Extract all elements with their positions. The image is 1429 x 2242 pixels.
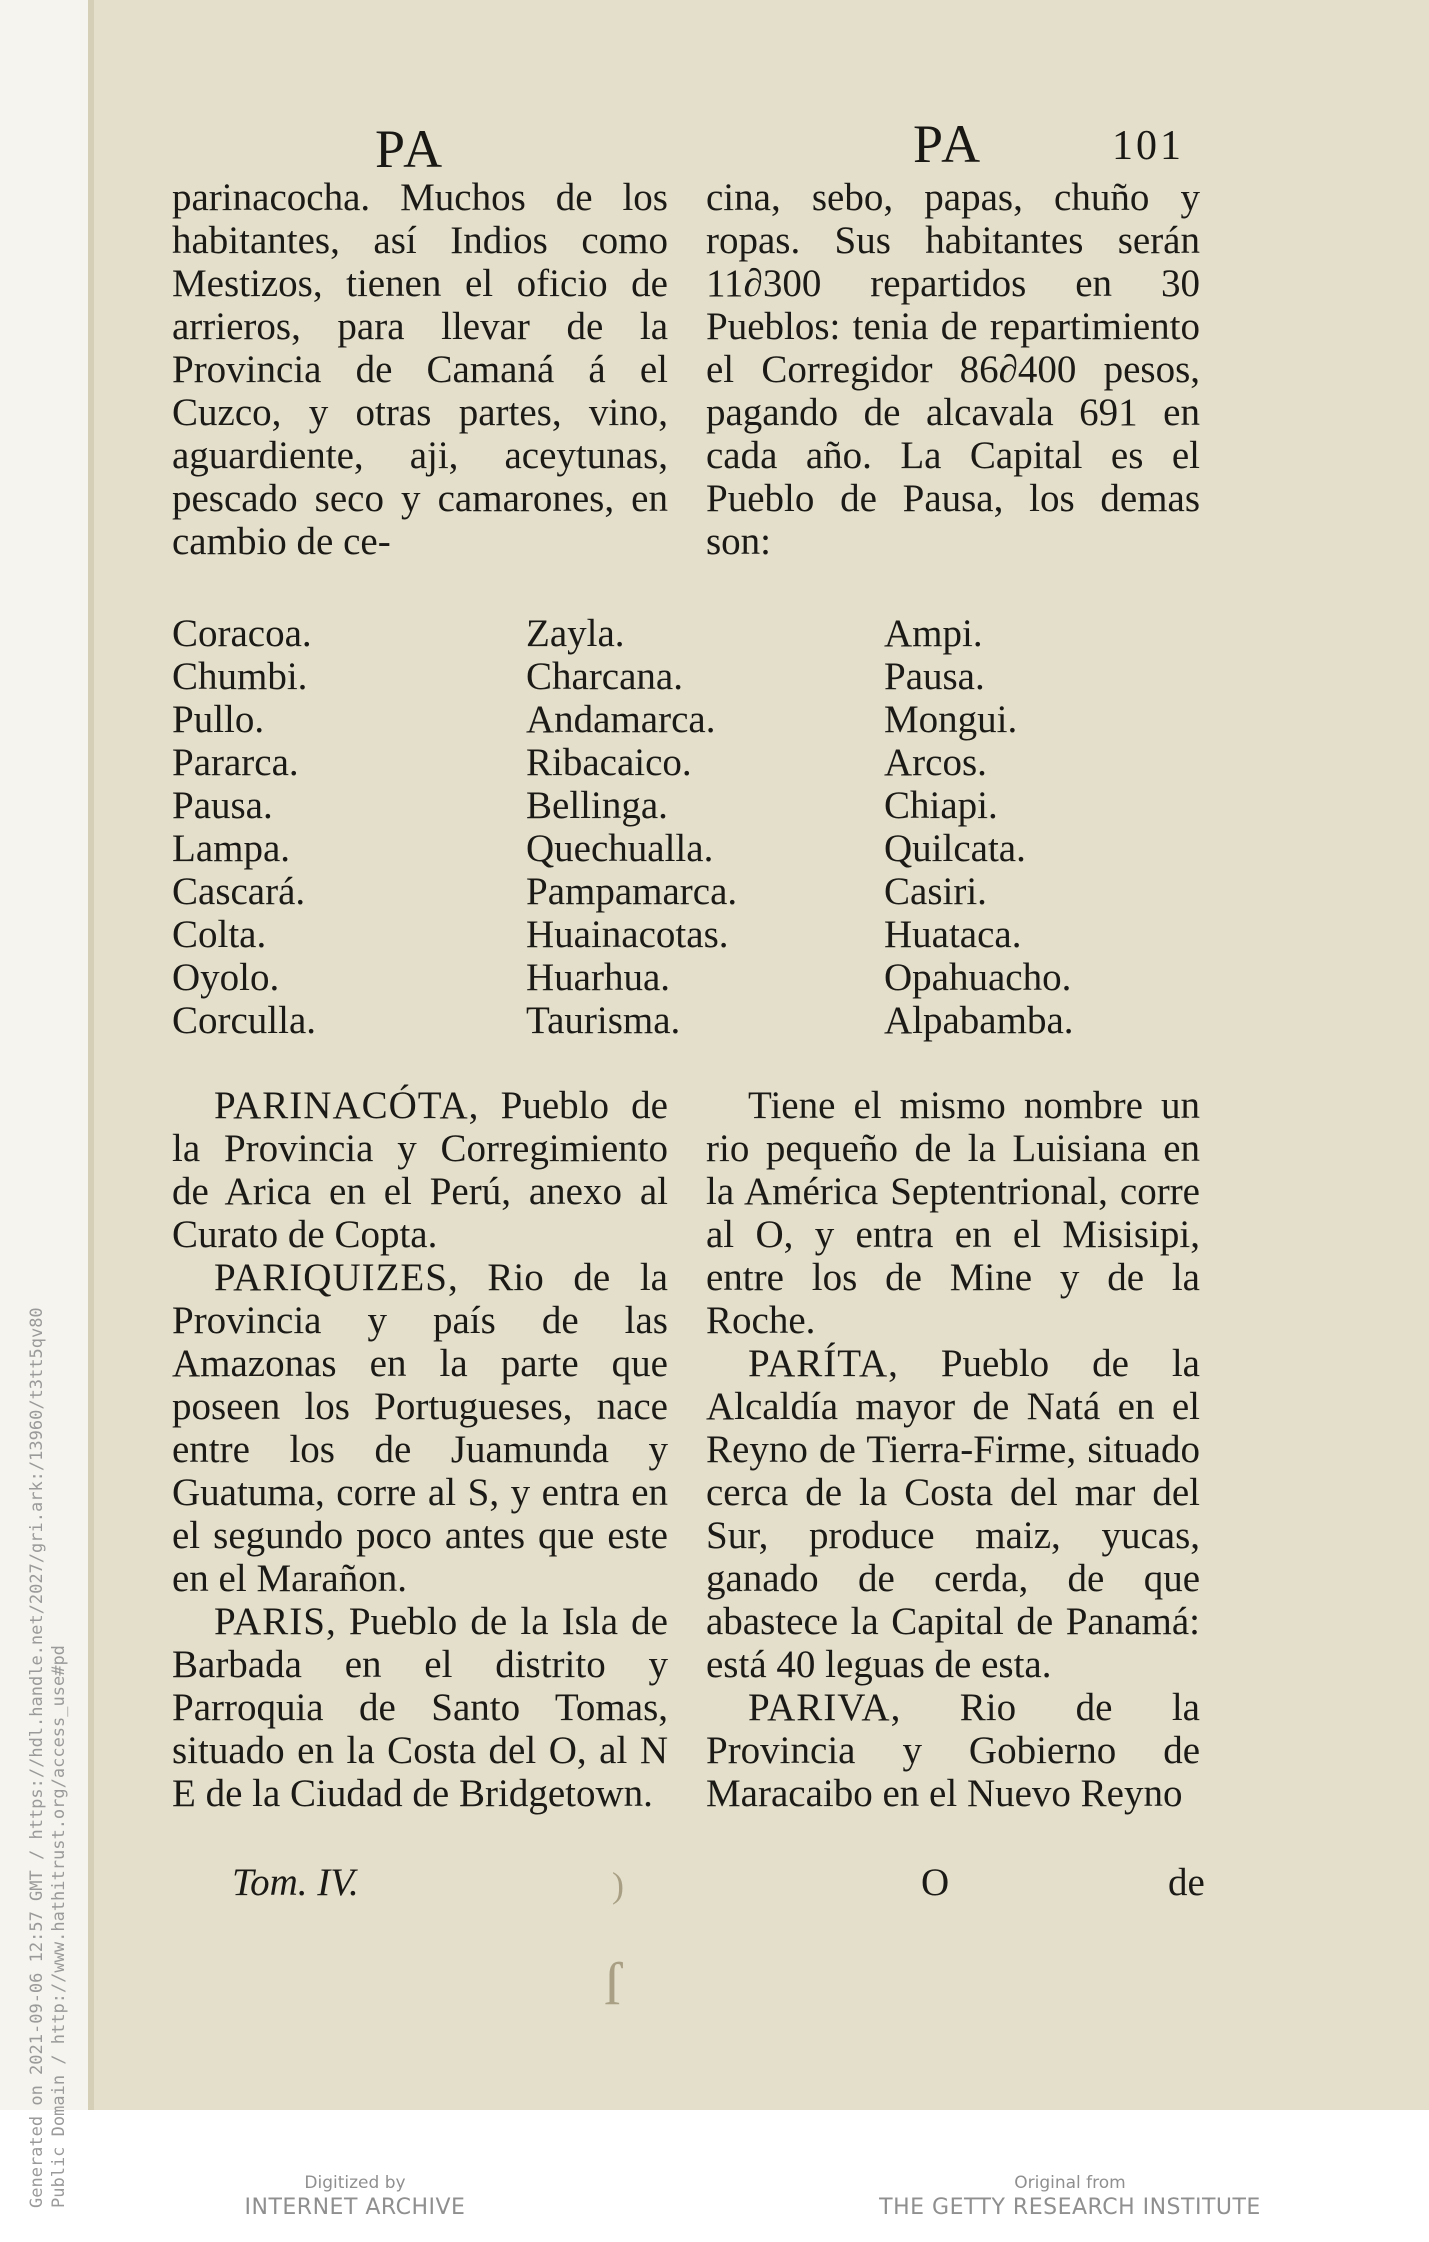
town-item: Pullo. [172,698,265,741]
digitized-label: Digitized by [304,2173,406,2193]
town-item: Opahuacho. [884,956,1072,999]
page-edge [88,0,94,2110]
digitized-credit [200,2172,510,2222]
watermark-line: Generated on 2021-09-06 12:57 GMT / https://hdl.handle.net/2027/gri.ark:/13960/t3tt5qv80 [27,1307,47,2208]
town-item: Bellinga. [526,784,668,827]
page-number: 101 [1112,123,1184,169]
print-mark: ) [612,1865,624,1905]
watermark-line: Public Domain / http://www.hathitrust.org/access_use#pd [49,1645,69,2208]
original-label: Original from [1014,2173,1126,2193]
print-mark: ſ [604,1951,621,2017]
town-item: Ribacaico. [526,741,692,784]
town-item: Casiri. [884,870,987,913]
intro-left-column [172,176,668,563]
town-item: Huataca. [884,913,1022,956]
signature-mark: O [921,1861,950,1904]
entry-text: , Rio de la Provincia y país de las Amazonas en la parte que poseen los Portugueses, nace entre los de Juamunda y Guatuma, corre al S, y entra en el segundo poco antes que este en el Marañon. [172,1256,668,1600]
town-item: Mongui. [884,698,1018,741]
original-credit [860,2172,1280,2222]
town-item: Cascará. [172,870,306,913]
entry-headword: PARIS [214,1600,326,1643]
town-item: Zayla. [526,612,625,655]
town-item: Ampi. [884,612,983,655]
town-item: Pampamarca. [526,870,738,913]
original-from: THE GETTY RESEARCH INSTITUTE [879,2195,1261,2220]
entry-text: , Pueblo de la Provincia y Corregimiento de Arica en el Perú, anexo al Curato de Copta. [172,1084,668,1256]
town-item: Huainacotas. [526,913,729,956]
town-item: Alpabamba. [884,999,1074,1042]
dictionary-entry [172,1084,668,1256]
town-item: Andamarca. [526,698,716,741]
town-item: Taurisma. [526,999,681,1042]
town-item: Colta. [172,913,267,956]
intro-left-text: parinacocha. Muchos de los habitantes, así Indios como Mestizos, tienen el oficio de arrieros, para llevar de la Provincia de Camaná á el Cuzco, y otras partes, vino, aguardiente, aji, aceytunas, pescado seco y camarones, en cambio de ce- [172,176,668,563]
catchword: de [1168,1861,1205,1904]
running-header-left: PA [375,119,446,179]
dictionary-entry [172,1600,668,1815]
town-item: Pararca. [172,741,299,784]
town-list-2 [526,612,737,1042]
dictionary-entry [706,1686,1200,1815]
town-item: Charcana. [526,655,683,698]
running-header-right: PA [913,114,984,174]
town-list-3 [884,612,1074,1042]
town-item: Quilcata. [884,827,1026,870]
town-item: Chumbi. [172,655,308,698]
town-item: Pausa. [172,784,273,827]
entry-headword: PARINACÓTA [214,1084,469,1127]
town-item: Corculla. [172,999,317,1042]
digitized-by: INTERNET ARCHIVE [244,2195,466,2220]
entry-text: Tiene el mismo nombre un rio pequeño de la Luisiana en la América Septentrional, corre al O, y entra en el Misisipi, entre los de Mine y de la Roche. [706,1084,1200,1342]
entry-text: , Rio de la Provincia y Gobierno de Maracaibo en el Nuevo Reyno [706,1686,1200,1815]
dictionary-entry [706,1084,1200,1342]
dictionary-entry [706,1342,1200,1686]
entry-headword: PARIVA [748,1686,891,1729]
town-item: Quechualla. [526,827,714,870]
town-item: Oyolo. [172,956,280,999]
town-item: Pausa. [884,655,985,698]
access-watermark [26,1307,70,2208]
town-item: Huarhua. [526,956,671,999]
entry-headword: PARIQUIZES [214,1256,448,1299]
entry-text: , Pueblo de la Isla de Barbada en el distrito y Parroquia de Santo Tomas, situado en la Costa del O, al N E de la Ciudad de Bridgetown. [172,1600,668,1815]
intro-right-text: cina, sebo, papas, chuño y ropas. Sus habitantes serán 11∂300 repartidos en 30 Pueblos: tenia de repartimiento el Corregidor 86∂400 pesos, pagando de alcavala 691 en cada año. La Capital es el Pueblo de Pausa, los demas son: [706,176,1200,563]
town-item: Lampa. [172,827,291,870]
entries-right-column [706,1084,1200,1815]
entry-text: , Pueblo de la Alcaldía mayor de Natá en el Reyno de Tierra-Firme, situado cerca de la Costa del mar del Sur, produce maiz, yucas, ganado de cerda, de que abastece la Capital de Panamá: está 40 leguas de esta. [706,1342,1200,1686]
town-list-1 [172,612,316,1042]
intro-right-column [706,176,1200,563]
entries-left-column [172,1084,668,1815]
volume-mark: Tom. IV. [232,1861,359,1904]
town-item: Arcos. [884,741,987,784]
entry-headword: PARÍTA [748,1342,889,1385]
town-item: Chiapi. [884,784,998,827]
dictionary-entry [172,1256,668,1600]
town-item: Coracoa. [172,612,312,655]
